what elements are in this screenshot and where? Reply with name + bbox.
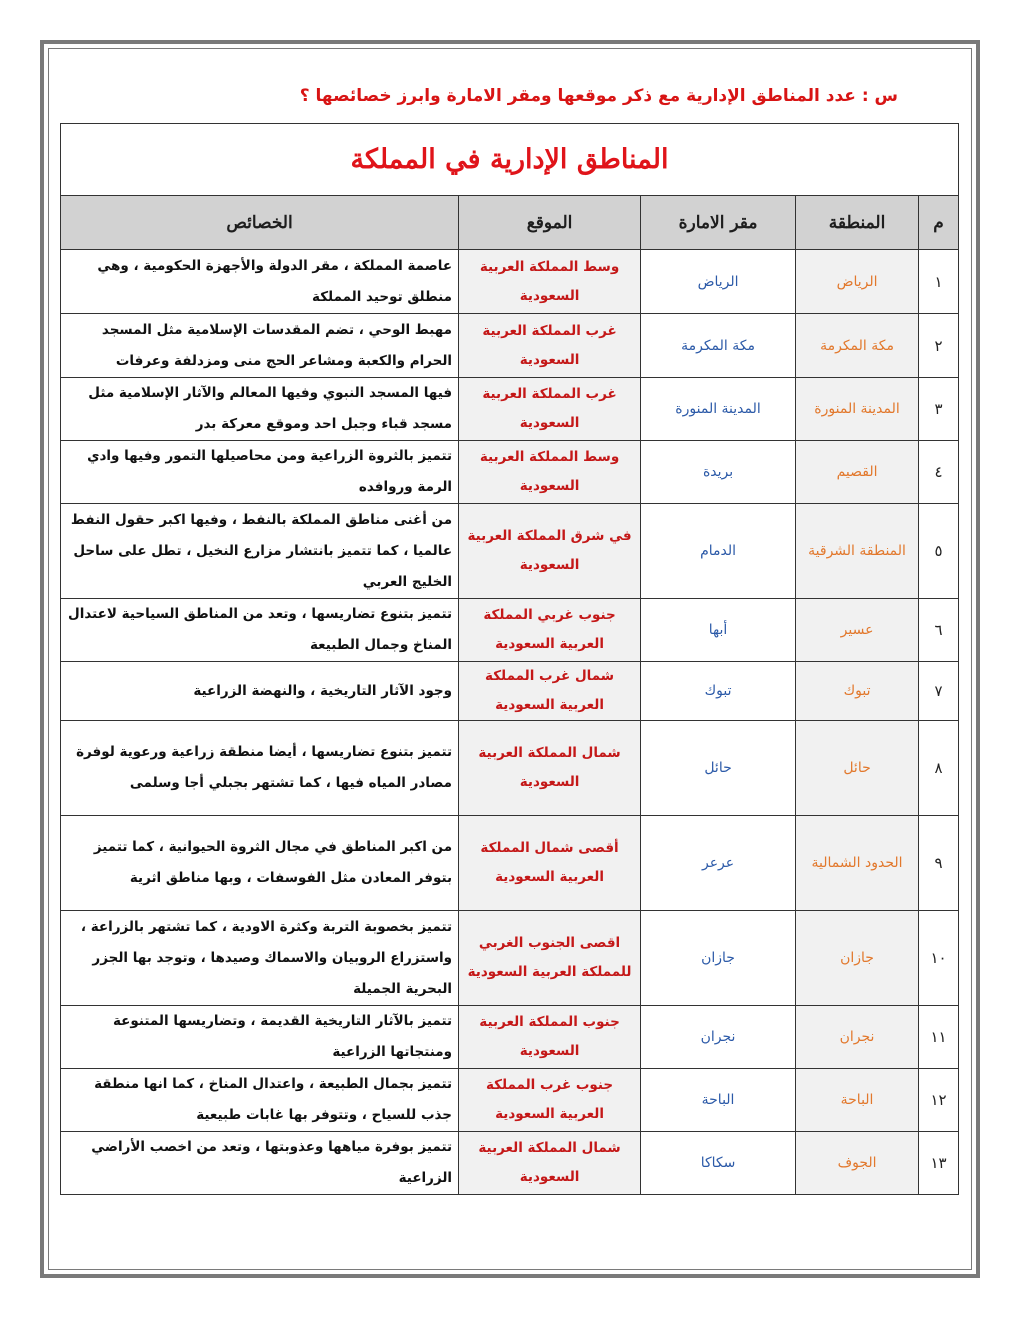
table-row xyxy=(61,378,959,441)
row-region: مكة المكرمة xyxy=(796,314,919,378)
header-num: م xyxy=(919,196,959,250)
row-num: ١٢ xyxy=(919,1069,959,1132)
row-features: تتميز بجمال الطبيعة ، واعتدال المناخ ، كما انها منطقة جذب للسياح ، وتتوفر بها غابات طبيعية xyxy=(61,1069,459,1132)
row-location: في شرق المملكة العربية السعودية xyxy=(459,504,641,599)
row-features: تتميز بوفرة مياهها وعذوبتها ، وتعد من اخصب الأراضي الزراعية xyxy=(61,1132,459,1195)
regions-table xyxy=(60,123,959,1195)
row-location: وسط المملكة العربية السعودية xyxy=(459,441,641,504)
header-features: الخصائص xyxy=(61,196,459,250)
row-capital: الرياض xyxy=(641,250,796,314)
question-text: س : عدد المناطق الإدارية مع ذكر موقعها ومقر الامارة وابرز خصائصها ؟ xyxy=(299,86,898,106)
row-capital: عرعر xyxy=(641,816,796,911)
table-row xyxy=(61,1006,959,1069)
row-region: الحدود الشمالية xyxy=(796,816,919,911)
row-features: فيها المسجد النبوي وفيها المعالم والآثار الإسلامية مثل مسجد قباء وجبل احد وموقع معركة بدر xyxy=(61,378,459,441)
row-capital: تبوك xyxy=(641,662,796,721)
table-row xyxy=(61,599,959,662)
row-capital: بريدة xyxy=(641,441,796,504)
header-capital: مقر الامارة xyxy=(641,196,796,250)
table-row xyxy=(61,911,959,1006)
row-location: وسط المملكة العربية السعودية xyxy=(459,250,641,314)
row-capital: حائل xyxy=(641,721,796,816)
row-capital: نجران xyxy=(641,1006,796,1069)
row-features: من أغنى مناطق المملكة بالنفط ، وفيها اكبر حقول النفط عالميا ، كما تتميز بانتشار مزارع النخيل ، تطل على ساحل الخليج العربي xyxy=(61,504,459,599)
row-region: الباحة xyxy=(796,1069,919,1132)
row-location: غرب المملكة العربية السعودية xyxy=(459,314,641,378)
row-location: شمال غرب المملكة العربية السعودية xyxy=(459,662,641,721)
table-header-row xyxy=(61,196,959,250)
header-region: المنطقة xyxy=(796,196,919,250)
table-title: المناطق الإدارية في المملكة xyxy=(61,124,959,196)
row-features: تتميز بتنوع تضاريسها ، وتعد من المناطق السياحية لاعتدال المناخ وجمال الطبيعة xyxy=(61,599,459,662)
row-location: اقصى الجنوب الغربي للمملكة العربية السعودية xyxy=(459,911,641,1006)
row-capital: الدمام xyxy=(641,504,796,599)
table-row xyxy=(61,1069,959,1132)
table-row xyxy=(61,662,959,721)
row-num: ٣ xyxy=(919,378,959,441)
row-capital: الباحة xyxy=(641,1069,796,1132)
row-num: ٥ xyxy=(919,504,959,599)
table-row xyxy=(61,314,959,378)
row-location: جنوب غربي المملكة العربية السعودية xyxy=(459,599,641,662)
row-features: عاصمة المملكة ، مقر الدولة والأجهزة الحكومية ، وهي منطلق توحيد المملكة xyxy=(61,250,459,314)
row-num: ٢ xyxy=(919,314,959,378)
row-capital: مكة المكرمة xyxy=(641,314,796,378)
row-num: ٤ xyxy=(919,441,959,504)
row-capital: جازان xyxy=(641,911,796,1006)
table-row xyxy=(61,441,959,504)
row-region: تبوك xyxy=(796,662,919,721)
row-region: جازان xyxy=(796,911,919,1006)
row-region: القصيم xyxy=(796,441,919,504)
row-region: الجوف xyxy=(796,1132,919,1195)
row-num: ٩ xyxy=(919,816,959,911)
row-region: المنطقة الشرقية xyxy=(796,504,919,599)
row-capital: المدينة المنورة xyxy=(641,378,796,441)
row-num: ٦ xyxy=(919,599,959,662)
row-location: أقصى شمال المملكة العربية السعودية xyxy=(459,816,641,911)
row-location: شمال المملكة العربية السعودية xyxy=(459,721,641,816)
row-features: تتميز بتنوع تضاريسها ، أيضا منطقة زراعية ورعوية لوفرة مصادر المياه فيها ، كما تشتهر بجبلي أجا وسلمى xyxy=(61,721,459,816)
row-num: ٨ xyxy=(919,721,959,816)
row-features: تتميز بالثروة الزراعية ومن محاصيلها التمور وفيها وادي الرمة وروافده xyxy=(61,441,459,504)
table-row xyxy=(61,250,959,314)
row-location: جنوب المملكة العربية السعودية xyxy=(459,1006,641,1069)
row-region: عسير xyxy=(796,599,919,662)
table-row xyxy=(61,816,959,911)
row-location: جنوب غرب المملكة العربية السعودية xyxy=(459,1069,641,1132)
row-features: مهبط الوحي ، تضم المقدسات الإسلامية مثل المسجد الحرام والكعبة ومشاعر الحج منى ومزدلفة وعرفات xyxy=(61,314,459,378)
table-row xyxy=(61,1132,959,1195)
row-capital: سكاكا xyxy=(641,1132,796,1195)
row-features: تتميز بالآثار التاريخية القديمة ، وتضاريسها المتنوعة ومنتجاتها الزراعية xyxy=(61,1006,459,1069)
row-location: غرب المملكة العربية السعودية xyxy=(459,378,641,441)
row-num: ١٣ xyxy=(919,1132,959,1195)
row-num: ١٠ xyxy=(919,911,959,1006)
row-region: المدينة المنورة xyxy=(796,378,919,441)
table-row xyxy=(61,721,959,816)
row-region: الرياض xyxy=(796,250,919,314)
row-num: ١ xyxy=(919,250,959,314)
row-features: وجود الآثار التاريخية ، والنهضة الزراعية xyxy=(61,662,459,721)
row-region: حائل xyxy=(796,721,919,816)
row-num: ١١ xyxy=(919,1006,959,1069)
row-region: نجران xyxy=(796,1006,919,1069)
row-location: شمال المملكة العربية السعودية xyxy=(459,1132,641,1195)
table-row xyxy=(61,504,959,599)
row-capital: أبها xyxy=(641,599,796,662)
row-features: من اكبر المناطق في مجال الثروة الحيوانية ، كما تتميز بتوفر المعادن مثل الفوسفات ، وبها مناطق اثرية xyxy=(61,816,459,911)
row-num: ٧ xyxy=(919,662,959,721)
row-features: تتميز بخصوبة التربة وكثرة الاودية ، كما تشتهر بالزراعة ، واستزراع الروبيان والاسماك وصيدها ، وتوجد بها الجزر البحرية الجميلة xyxy=(61,911,459,1006)
header-location: الموقع xyxy=(459,196,641,250)
